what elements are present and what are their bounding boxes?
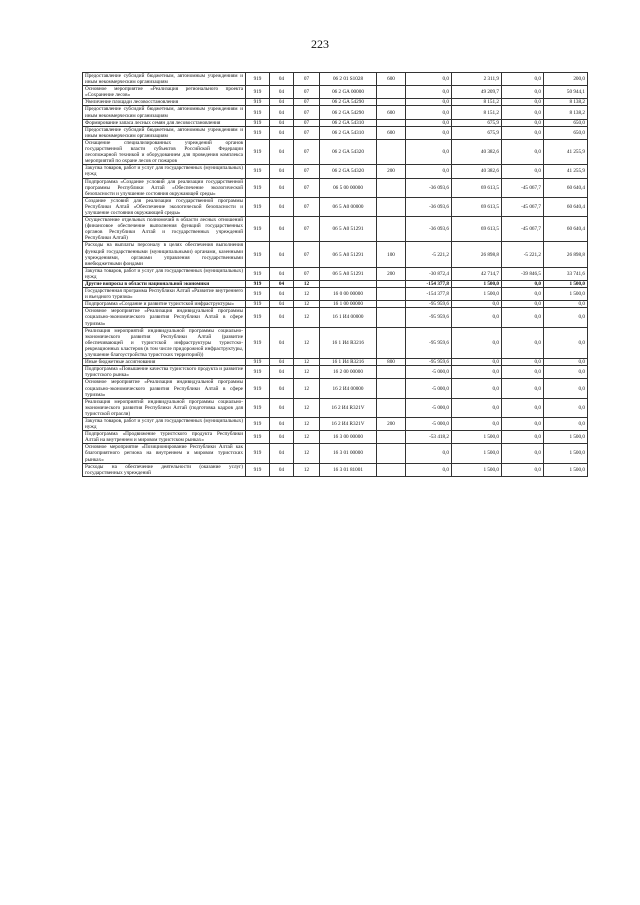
amount-change-2-cell: 0,0	[502, 165, 544, 178]
section-code-cell: 04	[270, 398, 294, 417]
subsection-code-cell: 12	[294, 379, 320, 398]
section-code-cell: 04	[270, 431, 294, 444]
amount-change-2-cell: -39 846,5	[502, 267, 544, 280]
expense-type-cell	[377, 379, 406, 398]
table-row	[83, 86, 588, 99]
row-name-cell: Предоставление субсидий бюджетным, автономным учреждениям и иным некоммерческим организациям	[83, 126, 246, 139]
amount-change-2-cell: 0,0	[502, 431, 544, 444]
subsection-code-cell: 12	[294, 463, 320, 476]
amount-total-cell: 49 209,7	[452, 86, 502, 99]
expense-type-cell: 200	[377, 267, 406, 280]
expense-type-cell	[377, 463, 406, 476]
amount-total-cell: 40 382,6	[452, 165, 502, 178]
row-name-cell: Основное мероприятие «Реализация регионального проекта «Сохранение лесов»	[83, 86, 246, 99]
table-row	[83, 73, 588, 86]
expense-type-cell	[377, 197, 406, 216]
admin-code-cell: 919	[246, 139, 270, 164]
amount-change-cell: -154 377,8	[406, 281, 452, 288]
row-name-cell: Расходы на обеспечение деятельности (оказание услуг) государственных учреждений	[83, 463, 246, 476]
subsection-code-cell: 07	[294, 126, 320, 139]
amount-total-cell: 1 500,0	[452, 463, 502, 476]
amount-total-cell: 40 382,6	[452, 139, 502, 164]
expense-type-cell	[377, 444, 406, 463]
table-row	[83, 359, 588, 366]
amount-change-2-cell: -45 067,7	[502, 217, 544, 242]
target-article-cell: 16 3 01 00000	[320, 444, 377, 463]
amount-total-2-cell: 1 500,0	[544, 288, 588, 301]
amount-change-2-cell: 0,0	[502, 73, 544, 86]
expense-type-cell	[377, 308, 406, 327]
amount-change-2-cell: 0,0	[502, 119, 544, 126]
amount-change-cell: -36 093,6	[406, 178, 452, 197]
section-code-cell: 04	[270, 359, 294, 366]
admin-code-cell: 919	[246, 106, 270, 119]
subsection-code-cell: 12	[294, 281, 320, 288]
row-name-cell: Предоставление субсидий бюджетным, автономным учреждениям и иным некоммерческим организациям	[83, 73, 246, 86]
section-code-cell: 04	[270, 139, 294, 164]
amount-change-cell: -5 000,0	[406, 379, 452, 398]
section-code-cell: 04	[270, 288, 294, 301]
subsection-code-cell: 07	[294, 86, 320, 99]
target-article-cell: 16 1 И4 R3216	[320, 327, 377, 358]
admin-code-cell: 919	[246, 281, 270, 288]
amount-total-2-cell: 41 255,9	[544, 165, 588, 178]
expense-type-cell: 800	[377, 359, 406, 366]
target-article-cell: 06 2 GA 54290	[320, 99, 377, 106]
admin-code-cell: 919	[246, 431, 270, 444]
expense-type-cell	[377, 327, 406, 358]
section-code-cell: 04	[270, 444, 294, 463]
row-name-cell: Создание условий для реализации государственной программы Республики Алтай «Обеспечение экологической безопасности и улучшение состояния окружающей среды»	[83, 197, 246, 216]
amount-change-2-cell: 0,0	[502, 444, 544, 463]
table-row	[83, 308, 588, 327]
admin-code-cell: 919	[246, 327, 270, 358]
subsection-code-cell: 07	[294, 242, 320, 267]
expense-type-cell	[377, 366, 406, 379]
amount-total-2-cell: 26 898,8	[544, 242, 588, 267]
subsection-code-cell: 07	[294, 139, 320, 164]
row-name-cell: Подпрограмма «Создание и развитие туристской инфраструктуры»	[83, 301, 246, 308]
admin-code-cell: 919	[246, 444, 270, 463]
table-row	[83, 106, 588, 119]
target-article-cell: 06 2 GA 00000	[320, 86, 377, 99]
amount-total-2-cell: 200,0	[544, 73, 588, 86]
amount-total-2-cell: 33 741,6	[544, 267, 588, 280]
table-row	[83, 379, 588, 398]
amount-total-2-cell: 50 944,1	[544, 86, 588, 99]
admin-code-cell: 919	[246, 217, 270, 242]
subsection-code-cell: 07	[294, 106, 320, 119]
row-name-cell: Предоставление субсидий бюджетным, автономным учреждениям и иным некоммерческим организациям	[83, 106, 246, 119]
subsection-code-cell: 07	[294, 99, 320, 106]
table-row	[83, 242, 588, 267]
target-article-cell: 06 2 GA 54290	[320, 106, 377, 119]
amount-total-cell: 0,0	[452, 359, 502, 366]
subsection-code-cell: 12	[294, 359, 320, 366]
expense-type-cell	[377, 99, 406, 106]
row-name-cell: Государственная программа Республики Алтай «Развитие внутреннего и въездного туризма»	[83, 288, 246, 301]
section-code-cell: 04	[270, 242, 294, 267]
row-name-cell: Подпрограмма «Продвижение туристского продукта Республики Алтай на внутреннем и мировом туристском рынках»	[83, 431, 246, 444]
subsection-code-cell: 07	[294, 73, 320, 86]
amount-change-2-cell: 0,0	[502, 126, 544, 139]
amount-change-2-cell: 0,0	[502, 281, 544, 288]
table-row	[83, 431, 588, 444]
table-row	[83, 197, 588, 216]
section-code-cell: 04	[270, 106, 294, 119]
amount-change-2-cell: 0,0	[502, 106, 544, 119]
admin-code-cell: 919	[246, 359, 270, 366]
amount-total-cell: 0,0	[452, 379, 502, 398]
amount-total-2-cell: 650,0	[544, 119, 588, 126]
subsection-code-cell: 12	[294, 288, 320, 301]
subsection-code-cell: 12	[294, 301, 320, 308]
amount-change-cell: -5 000,0	[406, 417, 452, 430]
amount-change-cell: -30 872,4	[406, 267, 452, 280]
admin-code-cell: 919	[246, 379, 270, 398]
subsection-code-cell: 07	[294, 165, 320, 178]
admin-code-cell: 919	[246, 417, 270, 430]
amount-change-cell: -53 418,2	[406, 431, 452, 444]
target-article-cell: 16 0 00 00000	[320, 288, 377, 301]
amount-total-2-cell: 60 640,4	[544, 197, 588, 216]
target-article-cell: 06 5 А0 51291	[320, 217, 377, 242]
amount-total-cell: 0,0	[452, 417, 502, 430]
admin-code-cell: 919	[246, 126, 270, 139]
admin-code-cell: 919	[246, 178, 270, 197]
section-code-cell: 04	[270, 99, 294, 106]
amount-change-cell: 0,0	[406, 99, 452, 106]
section-code-cell: 04	[270, 165, 294, 178]
amount-total-2-cell: 0,0	[544, 308, 588, 327]
amount-total-2-cell: 1 500,0	[544, 444, 588, 463]
amount-change-2-cell: 0,0	[502, 139, 544, 164]
amount-change-2-cell: 0,0	[502, 359, 544, 366]
amount-total-2-cell: 0,0	[544, 417, 588, 430]
amount-total-cell: 0,0	[452, 327, 502, 358]
amount-total-cell: 0,0	[452, 398, 502, 417]
amount-change-cell: -95 959,6	[406, 301, 452, 308]
expense-type-cell	[377, 86, 406, 99]
row-name-cell: Основное мероприятие «Реализация индивидуальной программы социально-экономического развития Республики Алтай в сфере туризма»	[83, 379, 246, 398]
amount-total-2-cell: 1 500,0	[544, 281, 588, 288]
admin-code-cell: 919	[246, 308, 270, 327]
amount-change-cell: -95 959,6	[406, 308, 452, 327]
amount-change-2-cell: 0,0	[502, 417, 544, 430]
amount-total-2-cell: 41 255,9	[544, 139, 588, 164]
expense-type-cell: 600	[377, 106, 406, 119]
amount-total-cell: 1 500,0	[452, 281, 502, 288]
admin-code-cell: 919	[246, 366, 270, 379]
table-row	[83, 126, 588, 139]
amount-total-2-cell: 60 640,4	[544, 217, 588, 242]
row-name-cell: Реализация мероприятий индивидуальной программы социально-экономического развития Республики Алтай (развитие обеспечивающей и туристской инфраструктуры туристско-рекреационных кластеров (в том числе придорожной инфраструктуры, улучшение благоустройства туристских территорий))	[83, 327, 246, 358]
table-row	[83, 267, 588, 280]
subsection-code-cell: 07	[294, 217, 320, 242]
amount-total-cell: 42 714,7	[452, 267, 502, 280]
table-row	[83, 119, 588, 126]
subsection-code-cell: 12	[294, 444, 320, 463]
amount-total-cell: 675,9	[452, 126, 502, 139]
amount-change-cell: 0,0	[406, 463, 452, 476]
row-name-cell: Осуществление отдельных полномочий в области лесных отношений (финансовое обеспечение выполнения функций государственных органов Республики Алтай и государственных учреждений Республики Алтай)	[83, 217, 246, 242]
expense-type-cell: 600	[377, 126, 406, 139]
table-row	[83, 288, 588, 301]
target-article-cell: 06 5 А0 51291	[320, 242, 377, 267]
amount-change-2-cell: 0,0	[502, 99, 544, 106]
section-code-cell: 04	[270, 119, 294, 126]
target-article-cell: 06 2 GA 54310	[320, 126, 377, 139]
target-article-cell: 16 3 01 81001	[320, 463, 377, 476]
admin-code-cell: 919	[246, 99, 270, 106]
amount-change-cell: -95 959,6	[406, 359, 452, 366]
amount-total-cell: 1 500,0	[452, 288, 502, 301]
amount-change-2-cell: -45 067,7	[502, 197, 544, 216]
admin-code-cell: 919	[246, 301, 270, 308]
amount-total-cell: 1 500,0	[452, 431, 502, 444]
amount-total-2-cell: 1 500,0	[544, 431, 588, 444]
section-code-cell: 04	[270, 267, 294, 280]
table-row	[83, 327, 588, 358]
section-code-cell: 04	[270, 126, 294, 139]
amount-change-cell: 0,0	[406, 73, 452, 86]
table-row	[83, 463, 588, 476]
target-article-cell: 06 5 А0 51291	[320, 267, 377, 280]
amount-total-cell: 675,9	[452, 119, 502, 126]
subsection-code-cell: 12	[294, 308, 320, 327]
amount-total-2-cell: 1 500,0	[544, 463, 588, 476]
amount-total-2-cell: 0,0	[544, 379, 588, 398]
amount-change-cell: 0,0	[406, 106, 452, 119]
amount-change-2-cell: 0,0	[502, 86, 544, 99]
target-article-cell: 06 2 GA 54320	[320, 165, 377, 178]
row-name-cell: Расходы на выплаты персоналу в целях обеспечения выполнения функций государственными (муниципальными) органами, казенными учреждениями, органами управления государственными внебюджетными фондами	[83, 242, 246, 267]
target-article-cell: 16 3 00 00000	[320, 431, 377, 444]
target-article-cell: 06 2 01 S1028	[320, 73, 377, 86]
amount-change-2-cell: -45 067,7	[502, 178, 544, 197]
amount-change-cell: -5 000,0	[406, 398, 452, 417]
target-article-cell: 16 2 И4 00000	[320, 379, 377, 398]
admin-code-cell: 919	[246, 463, 270, 476]
expense-type-cell: 200	[377, 165, 406, 178]
subsection-code-cell: 07	[294, 119, 320, 126]
section-code-cell: 04	[270, 379, 294, 398]
section-code-cell: 04	[270, 86, 294, 99]
admin-code-cell: 919	[246, 165, 270, 178]
expense-type-cell: 100	[377, 242, 406, 267]
section-code-cell: 04	[270, 217, 294, 242]
amount-change-cell: -154 377,8	[406, 288, 452, 301]
subsection-code-cell: 12	[294, 327, 320, 358]
amount-change-2-cell: 0,0	[502, 379, 544, 398]
amount-total-cell: 0,0	[452, 366, 502, 379]
expense-type-cell	[377, 119, 406, 126]
subsection-code-cell: 12	[294, 417, 320, 430]
amount-change-cell: 0,0	[406, 444, 452, 463]
expense-type-cell	[377, 139, 406, 164]
target-article-cell: 16 2 И4 R321V	[320, 398, 377, 417]
admin-code-cell: 919	[246, 242, 270, 267]
row-name-cell: Подпрограмма «Создание условий для реализации государственной программы Республики Алтай «Обеспечение экологической безопасности и улучшение состояния окружающей среды»	[83, 178, 246, 197]
amount-total-2-cell: 60 640,4	[544, 178, 588, 197]
row-name-cell: Оснащение специализированных учреждений органов государственной власти субъектов Российской Федерации лесопожарной техникой и оборудованием для проведения комплекса мероприятий по охране лесов от пожаров	[83, 139, 246, 164]
amount-change-cell: 0,0	[406, 165, 452, 178]
subsection-code-cell: 12	[294, 398, 320, 417]
expense-type-cell	[377, 431, 406, 444]
amount-total-2-cell: 0,0	[544, 366, 588, 379]
subsection-code-cell: 07	[294, 178, 320, 197]
amount-change-cell: -36 093,6	[406, 217, 452, 242]
row-name-cell: Увеличение площади лесовосстановления	[83, 99, 246, 106]
subsection-code-cell: 07	[294, 197, 320, 216]
admin-code-cell: 919	[246, 86, 270, 99]
target-article-cell: 06 2 GA 54320	[320, 139, 377, 164]
amount-change-cell: 0,0	[406, 119, 452, 126]
row-name-cell: Другие вопросы в области национальной экономики	[83, 281, 246, 288]
subsection-code-cell: 12	[294, 431, 320, 444]
amount-total-cell: 0,0	[452, 308, 502, 327]
amount-total-cell: 69 613,5	[452, 217, 502, 242]
row-name-cell: Закупка товаров, работ и услуг для государственных (муниципальных) нужд	[83, 165, 246, 178]
amount-change-cell: -5 221,2	[406, 242, 452, 267]
amount-change-cell: -36 093,6	[406, 197, 452, 216]
table-row	[83, 301, 588, 308]
expense-type-cell	[377, 281, 406, 288]
amount-change-cell: 0,0	[406, 86, 452, 99]
amount-total-2-cell: 0,0	[544, 359, 588, 366]
amount-total-cell: 69 613,5	[452, 197, 502, 216]
section-code-cell: 04	[270, 366, 294, 379]
target-article-cell: 06 5 00 00000	[320, 178, 377, 197]
amount-change-2-cell: 0,0	[502, 301, 544, 308]
target-article-cell: 16 2 00 00000	[320, 366, 377, 379]
expense-type-cell	[377, 288, 406, 301]
admin-code-cell: 919	[246, 398, 270, 417]
amount-total-cell: 2 311,9	[452, 73, 502, 86]
admin-code-cell: 919	[246, 197, 270, 216]
amount-total-cell: 1 500,0	[452, 444, 502, 463]
subsection-code-cell: 07	[294, 267, 320, 280]
expense-type-cell	[377, 301, 406, 308]
amount-change-2-cell: 0,0	[502, 308, 544, 327]
amount-total-cell: 0,0	[452, 301, 502, 308]
expense-type-cell: 600	[377, 73, 406, 86]
row-name-cell: Основное мероприятие «Позиционирование Республики Алтай как благоприятного региона на внутреннем и мировом туристских рынках»	[83, 444, 246, 463]
expense-type-cell	[377, 217, 406, 242]
section-code-cell: 04	[270, 463, 294, 476]
amount-change-2-cell: 0,0	[502, 288, 544, 301]
target-article-cell: 16 1 И4 R3216	[320, 359, 377, 366]
expense-type-cell: 200	[377, 417, 406, 430]
target-article-cell: 16 1 00 00000	[320, 301, 377, 308]
amount-change-2-cell: 0,0	[502, 366, 544, 379]
target-article-cell	[320, 281, 377, 288]
section-code-cell: 04	[270, 301, 294, 308]
amount-change-cell: 0,0	[406, 126, 452, 139]
admin-code-cell: 919	[246, 267, 270, 280]
table-row	[83, 139, 588, 164]
section-code-cell: 04	[270, 327, 294, 358]
amount-change-cell: 0,0	[406, 139, 452, 164]
section-code-cell: 04	[270, 178, 294, 197]
section-code-cell: 04	[270, 308, 294, 327]
table-row	[83, 398, 588, 417]
amount-total-cell: 8 151,2	[452, 106, 502, 119]
section-code-cell: 04	[270, 73, 294, 86]
target-article-cell: 16 1 И4 00000	[320, 308, 377, 327]
amount-total-2-cell: 0,0	[544, 301, 588, 308]
amount-total-2-cell: 8 138,2	[544, 106, 588, 119]
subsection-code-cell: 12	[294, 366, 320, 379]
target-article-cell: 16 2 И4 R321V	[320, 417, 377, 430]
section-code-cell: 04	[270, 281, 294, 288]
row-name-cell: Иные бюджетные ассигнования	[83, 359, 246, 366]
amount-change-2-cell: 0,0	[502, 327, 544, 358]
row-name-cell: Формирование запаса лесных семян для лесовосстановления	[83, 119, 246, 126]
amount-change-2-cell: -5 221,2	[502, 242, 544, 267]
table-row	[83, 178, 588, 197]
table-row	[83, 99, 588, 106]
amount-change-2-cell: 0,0	[502, 398, 544, 417]
table-row	[83, 281, 588, 288]
amount-total-2-cell: 0,0	[544, 327, 588, 358]
target-article-cell: 06 2 GA 54310	[320, 119, 377, 126]
row-name-cell: Закупка товаров, работ и услуг для государственных (муниципальных) нужд	[83, 267, 246, 280]
admin-code-cell: 919	[246, 288, 270, 301]
admin-code-cell: 919	[246, 73, 270, 86]
row-name-cell: Основное мероприятие «Реализация индивидуальной программы социально-экономического развития Республики Алтай в сфере туризма»	[83, 308, 246, 327]
amount-change-cell: -5 000,0	[406, 366, 452, 379]
amount-total-2-cell: 8 138,2	[544, 99, 588, 106]
expense-type-cell	[377, 178, 406, 197]
section-code-cell: 04	[270, 197, 294, 216]
target-article-cell: 06 5 А0 00000	[320, 197, 377, 216]
amount-total-cell: 69 613,5	[452, 178, 502, 197]
admin-code-cell: 919	[246, 119, 270, 126]
expense-type-cell	[377, 398, 406, 417]
table-row	[83, 444, 588, 463]
amount-change-2-cell: 0,0	[502, 463, 544, 476]
amount-total-2-cell: 650,0	[544, 126, 588, 139]
table-row	[83, 217, 588, 242]
budget-table	[82, 72, 588, 477]
table-row	[83, 165, 588, 178]
table-row	[83, 366, 588, 379]
page-number: 223	[311, 37, 329, 51]
row-name-cell: Закупка товаров, работ и услуг для государственных (муниципальных) нужд	[83, 417, 246, 430]
amount-change-cell: -95 959,6	[406, 327, 452, 358]
table-row	[83, 417, 588, 430]
section-code-cell: 04	[270, 417, 294, 430]
amount-total-cell: 8 151,2	[452, 99, 502, 106]
row-name-cell: Подпрограмма «Повышение качества туристского продукта и развитие туристского рынка»	[83, 366, 246, 379]
amount-total-cell: 26 898,8	[452, 242, 502, 267]
row-name-cell: Реализация мероприятий индивидуальной программы социально-экономического развития Республики Алтай (подготовка кадров для туристской отрасли)	[83, 398, 246, 417]
amount-total-2-cell: 0,0	[544, 398, 588, 417]
